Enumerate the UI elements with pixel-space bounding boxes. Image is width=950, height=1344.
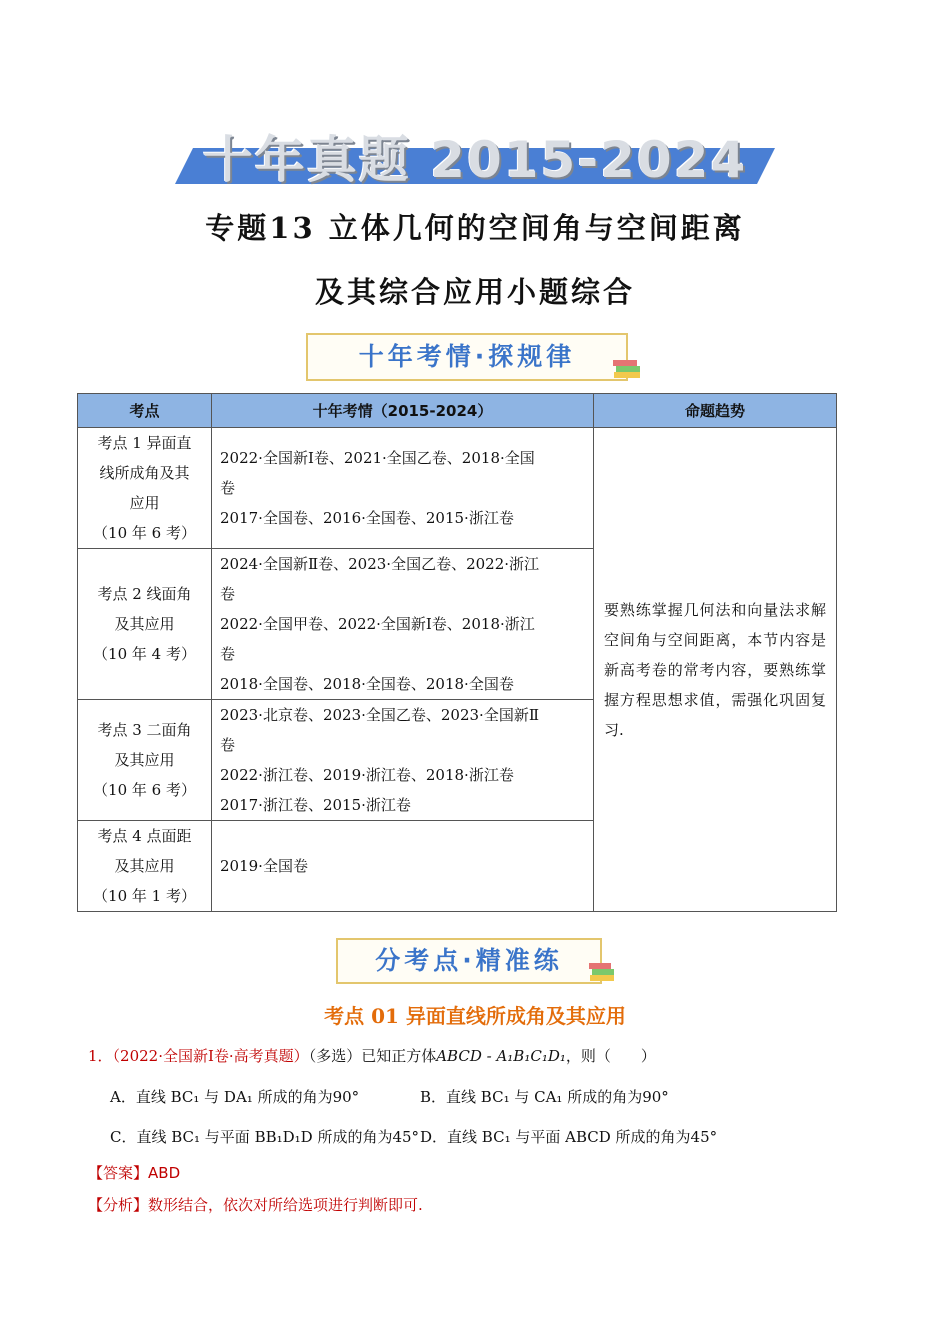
section-heading-practice: 分考点·精准练 [336,938,602,984]
banner-text: 十年真题 2015-2024 [202,131,748,189]
books-icon [588,960,618,984]
table-header-years: 十年考情（2015-2024） [212,394,594,428]
topic-cell: 考点 1 异面直 线所成角及其 应用 （10 年 6 考） [78,428,212,549]
page-title-line2: 及其综合应用小题综合 [314,275,635,309]
years-cell: 2024·全国新Ⅱ卷、2023·全国乙卷、2022·浙江 卷 2022·全国甲卷、2022·全国新Ⅰ卷、2018·浙江 卷 2018·全国卷、2018·全国卷、2018·全国卷 [212,549,594,700]
question-stem-suffix: ，则（ ） [565,1047,656,1065]
answer-label: 【答案】 [88,1164,149,1182]
table-header-topic: 考点 [78,394,212,428]
analysis-label: 【分析】 [88,1196,149,1214]
books-icon [612,356,644,382]
page-title-line1: 专题13 立体几何的空间角与空间距离 [205,211,745,245]
years-cell: 2019·全国卷 [212,821,594,912]
option-b: B．直线 BC₁ 与 CA₁ 所成的角为90° [420,1088,669,1106]
question-number: 1． [88,1047,113,1065]
question-stem-prefix: 已知正方体 [361,1047,437,1065]
years-cell: 2022·全国新Ⅰ卷、2021·全国乙卷、2018·全国 卷 2017·全国卷、2016·全国卷、2015·浙江卷 [212,428,594,549]
option-a: A．直线 BC₁ 与 DA₁ 所成的角为90° [110,1088,360,1106]
option-c: C．直线 BC₁ 与平面 BB₁D₁D 所成的角为45° [110,1128,420,1146]
trend-cell: 要熟练掌握几何法和向量法求解空间角与空间距离，本节内容是新高考卷的常考内容，要熟练掌握方程思想求值，需强化巩固复习. [594,428,837,912]
kaodian-title: 考点 01 异面直线所成角及其应用 [324,1004,626,1028]
years-cell: 2023·北京卷、2023·全国乙卷、2023·全国新Ⅱ 卷 2022·浙江卷、2019·浙江卷、2018·浙江卷 2017·浙江卷、2015·浙江卷 [212,700,594,821]
topic-cell: 考点 3 二面角 及其应用 （10 年 6 考） [78,700,212,821]
table-header-trend: 命题趋势 [594,394,837,428]
analysis-value: 数形结合，依次对所给选项进行判断即可. [148,1196,423,1214]
answer-value: ABD [148,1164,181,1182]
table-row [78,428,837,549]
option-d: D．直线 BC₁ 与平面 ABCD 所成的角为45° [420,1128,718,1146]
topic-cell: 考点 2 线面角 及其应用 （10 年 4 考） [78,549,212,700]
question-stem [88,1045,656,1066]
question-source: （2022·全国新Ⅰ卷·高考真题） [112,1047,309,1065]
summary-table [77,393,837,912]
topic-cell: 考点 4 点面距 及其应用 （10 年 1 考） [78,821,212,912]
header-banner [175,118,775,189]
cube-name: ABCD - A₁B₁C₁D₁ [436,1047,566,1065]
question-type: （多选） [308,1047,362,1065]
section-heading-trends: 十年考情·探规律 [306,333,628,381]
answer-line [88,1162,180,1183]
analysis-line [88,1194,423,1215]
